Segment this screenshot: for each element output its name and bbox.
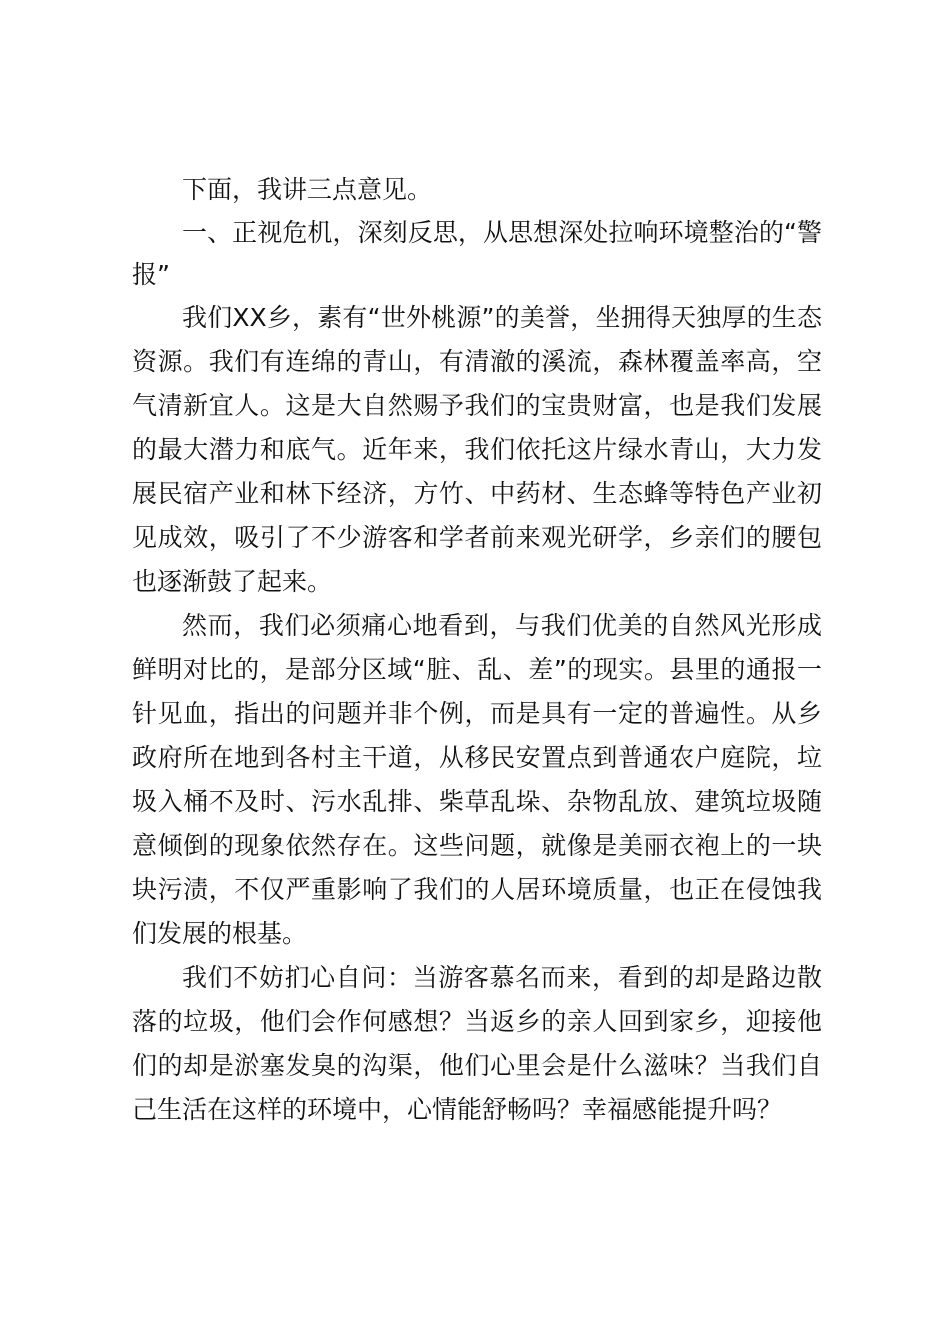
body-paragraph-2: 然而，我们必须痛心地看到，与我们优美的自然风光形成鲜明对比的，是部分区域“脏、乱、差”的现实。县里的通报一针见血，指出的问题并非个例，而是具有一定的普遍性。从乡政府所在地到各村主干道，从移民安置点到普通农户庭院，垃圾入桶不及时、污水乱排、柴草乱垛、杂物乱放、建筑垃圾随意倾倒的现象依然存在。这些问题，就像是美丽衣袍上的一块块污渍，不仅严重影响了我们的人居环境质量，也正在侵蚀我们发展的根基。 <box>132 611 822 948</box>
body-paragraph-3: 我们不妨扪心自问：当游客慕名而来，看到的却是路边散落的垃圾，他们会作何感想？当返乡的亲人回到家乡，迎接他们的却是淤塞发臭的沟渠，他们心里会是什么滋味？当我们自己生活在这样的环境中，心情能舒畅吗？幸福感能提升吗？ <box>132 963 822 1124</box>
body-paragraph-1: 我们XX乡，素有“世外桃源”的美誉，坐拥得天独厚的生态资源。我们有连绵的青山，有清澈的溪流，森林覆盖率高，空气清新宜人。这是大自然赐予我们的宝贵财富，也是我们发展的最大潜力和底气。近年来，我们依托这片绿水青山，大力发展民宿产业和林下经济，方竹、中药材、生态蜂等特色产业初见成效，吸引了不少游客和学者前来观光研学，乡亲们的腰包也逐渐鼓了起来。 <box>132 303 822 596</box>
section-heading: 一、正视危机，深刻反思，从思想深处拉响环境整治的“警报” <box>132 218 822 289</box>
intro-paragraph: 下面，我讲三点意见。 <box>182 175 433 204</box>
document-body <box>132 168 822 1132</box>
